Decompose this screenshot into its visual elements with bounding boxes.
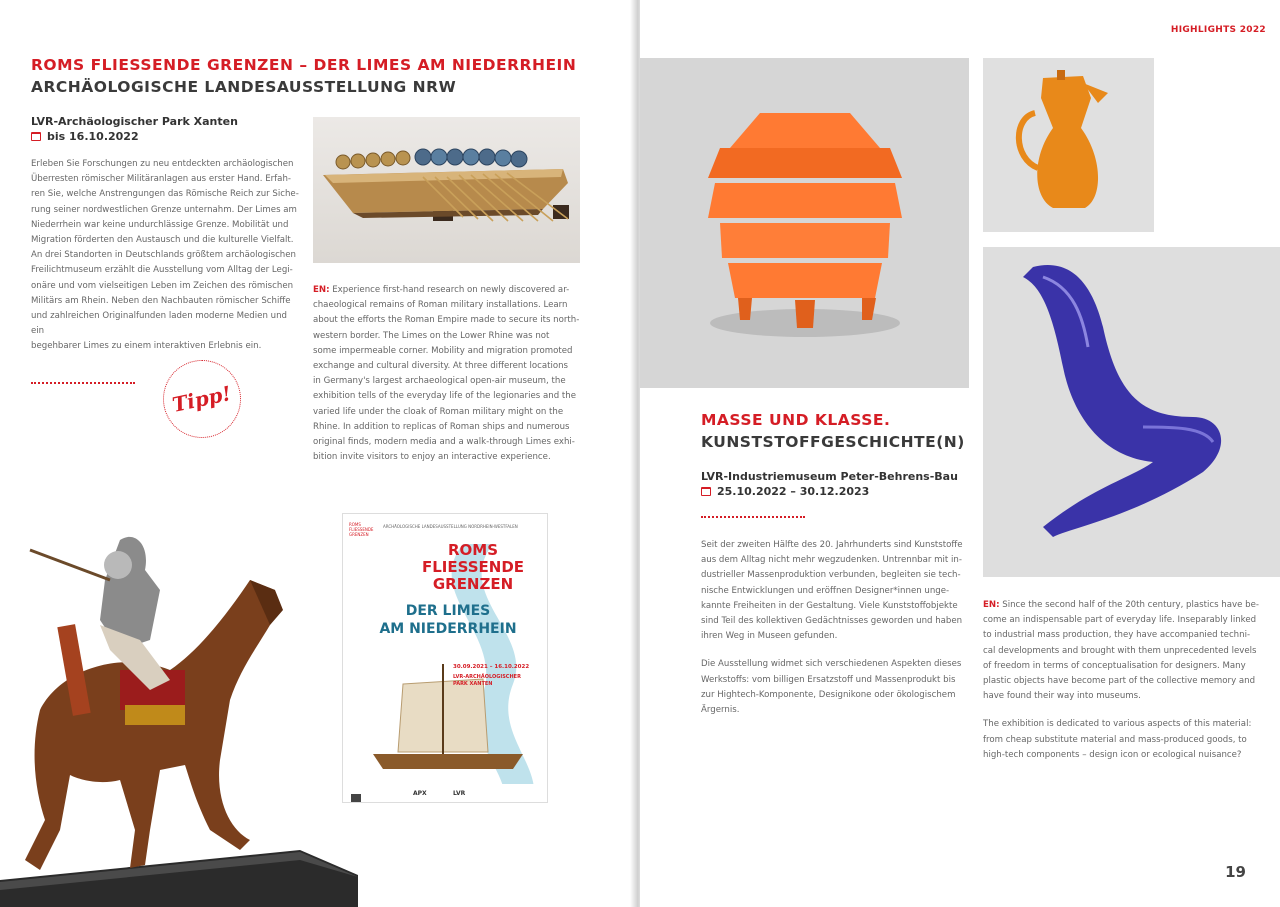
text-line: kannte Freiheiten in der Gestaltung. Viele Kunststoffobjekte xyxy=(701,600,958,611)
dotted-divider xyxy=(31,382,135,385)
en-label: EN: xyxy=(313,285,330,295)
venue-label: LVR-Industriemuseum Peter-Behrens-Bau xyxy=(701,470,958,483)
text-line: Migration förderten den Austausch und die kulturelle Vielfalt. xyxy=(31,235,294,246)
text-line: bition invite visitors to enjoy an interactive experience. xyxy=(313,452,551,463)
text-line: about the efforts the Roman Empire made to secure its north- xyxy=(313,315,580,326)
text-line: und zahlreichen Originalfunden laden moderne Medien und ein xyxy=(31,311,287,337)
text-line: cal developments and brought with them unprecedented levels xyxy=(983,645,1257,656)
text-line xyxy=(983,598,1268,613)
text-line: The exhibition is dedicated to various aspects of this material: xyxy=(983,719,1252,730)
paragraph-gap xyxy=(983,704,1268,717)
text-line: dustrieller Massenproduktion verbunden, begleiten sie tech- xyxy=(701,570,961,581)
text-line: ihren Weg in Museen gefunden. xyxy=(701,631,838,642)
text-line: western border. The Limes on the Lower Rhine was not xyxy=(313,330,550,341)
right-page xyxy=(640,0,1280,907)
english-text xyxy=(313,283,588,465)
text-line: high-tech components – design icon or ecological nuisance? xyxy=(983,749,1242,760)
german-text xyxy=(701,538,971,718)
text-line: ren Sie, welche Anstrengungen das Römische Reich zur Siche- xyxy=(31,189,299,200)
paragraph-gap xyxy=(701,644,971,657)
english-text xyxy=(983,598,1268,763)
date-label: bis 16.10.2022 xyxy=(47,130,139,143)
dotted-divider xyxy=(701,516,805,519)
text-line: Seit der zweiten Hälfte des 20. Jahrhunderts sind Kunststoffe xyxy=(701,540,963,550)
poster-logo: ROMS FLIESSENDE GRENZEN xyxy=(349,522,374,537)
orange-pitcher-photo xyxy=(983,58,1154,232)
poster-lvr-logo: LVR xyxy=(453,790,466,797)
exhibition-subtitle: ARCHÄOLOGISCHE LANDESAUSSTELLUNG NRW xyxy=(31,78,457,96)
date-row xyxy=(701,485,869,498)
text-line: from cheap substitute material and mass-produced goods, to xyxy=(983,734,1247,745)
text-line: Militärs am Rhein. Neben den Nachbauten römischer Schiffe xyxy=(31,295,291,306)
tipp-badge xyxy=(163,360,241,438)
poster-title-line: AM NIEDERRHEIN xyxy=(379,621,517,637)
roman-cavalry-figure-photo xyxy=(0,530,360,907)
poster-title-line: FLIESSENDE xyxy=(421,558,525,576)
exhibition-title: MASSE UND KLASSE. xyxy=(701,411,891,429)
en-label: EN: xyxy=(983,600,1000,610)
poster-title-blue xyxy=(353,602,543,638)
text-line: begehbarer Limes zu einem interaktiven Erlebnis ein. xyxy=(31,341,262,352)
exhibition-subtitle: KUNSTSTOFFGESCHICHTE(N) xyxy=(701,433,965,451)
text-span: Since the second half of the 20th century, plastics have be- xyxy=(1002,600,1259,610)
calendar-icon xyxy=(31,132,41,141)
text-line: Die Ausstellung widmet sich verschiedenen Aspekten dieses xyxy=(701,659,962,670)
tipp-label: Tipp! xyxy=(170,381,234,417)
exhibition-title: ROMS FLIESSENDE GRENZEN – DER LIMES AM NIEDERRHEIN xyxy=(31,56,577,74)
text-line: nische Entwicklungen und eröffnen Designer*innen unge- xyxy=(701,585,950,596)
page-number: 19 xyxy=(1225,863,1246,881)
text-line: of freedom in terms of conceptualisation for designers. Many xyxy=(983,660,1246,671)
text-line: aus dem Alltag nicht mehr wegzudenken. Untrennbar mit in- xyxy=(701,555,962,566)
text-line: sind Teil des kollektiven Gedächtnisses geworden und haben xyxy=(701,616,963,627)
text-line: Überresten römischer Militäranlagen aus erster Hand. Erfah- xyxy=(31,174,291,185)
date-label: 25.10.2022 – 30.12.2023 xyxy=(717,485,870,498)
text-line: chaeological remains of Roman military installations. Learn xyxy=(313,300,568,311)
text-line: Niederrhein war keine undurchlässige Grenze. Mobilität und xyxy=(31,219,289,230)
text-line: some impermeable corner. Mobility and migration promoted xyxy=(313,345,573,356)
text-line: Rhine. In addition to replicas of Roman ships and numerous xyxy=(313,421,570,432)
text-line: exhibition tells of the everyday life of the legionaries and the xyxy=(313,391,576,402)
poster-place-2: PARK XANTEN xyxy=(453,681,493,687)
text-line: in Germany's largest archaeological open-air museum, the xyxy=(313,376,566,387)
text-line: Ärgernis. xyxy=(701,705,740,716)
poster-header: ARCHÄOLOGISCHE LANDESAUSSTELLUNG NORDRHEIN-WESTFALEN xyxy=(383,524,518,529)
text-line: varied life under the cloak of Roman military might on the xyxy=(313,406,564,417)
text-line: Freilichtmuseum erzählt die Ausstellung vom Alltag der Legi- xyxy=(31,265,293,276)
roman-ship-photo xyxy=(313,117,580,263)
poster-title-line: GRENZEN xyxy=(432,575,514,593)
text-line: onäre und vom vielseitigen Leben im Zeichen des römischen xyxy=(31,280,294,291)
date-row xyxy=(31,130,139,143)
poster-title-line: DER LIMES xyxy=(405,603,491,619)
text-line: have found their way into museums. xyxy=(983,691,1141,702)
german-text xyxy=(31,157,301,355)
left-page xyxy=(0,0,634,907)
text-line: plastic objects have become part of the collective memory and xyxy=(983,676,1256,687)
calendar-icon xyxy=(701,487,711,496)
poster-title-red xyxy=(403,542,543,593)
section-header: HIGHLIGHTS 2022 xyxy=(1170,25,1266,35)
text-line: come an indispensable part of everyday life. Inseparably linked xyxy=(983,615,1257,626)
text-line: zur Hightech-Komponente, Designikone oder ökologischem xyxy=(701,689,956,700)
text-line xyxy=(313,283,588,298)
exhibition-poster xyxy=(342,513,548,803)
text-line: rung seiner nordwestlichen Grenze unternahm. Der Limes am xyxy=(31,204,297,215)
text-line: Erleben Sie Forschungen zu neu entdeckten archäologischen xyxy=(31,159,294,169)
poster-place-1: LVR-ARCHÄOLOGISCHER xyxy=(453,674,521,680)
text-line: Werkstoffs: vom billigen Ersatzstoff und Massenprodukt bis xyxy=(701,674,956,685)
poster-title-line: ROMS xyxy=(447,541,499,559)
venue-label: LVR-Archäologischer Park Xanten xyxy=(31,115,238,128)
poster-dates: 30.09.2021 – 16.10.2022 xyxy=(453,664,530,670)
text-line: exchange and cultural diversity. At three different locations xyxy=(313,361,569,372)
text-line: An drei Standorten in Deutschlands größtem archäologischen xyxy=(31,250,296,261)
text-line: original finds, modern media and a walk-through Limes exhi- xyxy=(313,437,575,448)
text-span: Experience first-hand research on newly discovered ar- xyxy=(332,285,570,295)
poster-apx-logo: APX xyxy=(413,790,427,797)
text-line: to industrial mass production, they have accompanied techni- xyxy=(983,630,1251,641)
blue-panton-chair-photo xyxy=(983,247,1280,577)
orange-plastic-container-photo xyxy=(640,58,969,388)
